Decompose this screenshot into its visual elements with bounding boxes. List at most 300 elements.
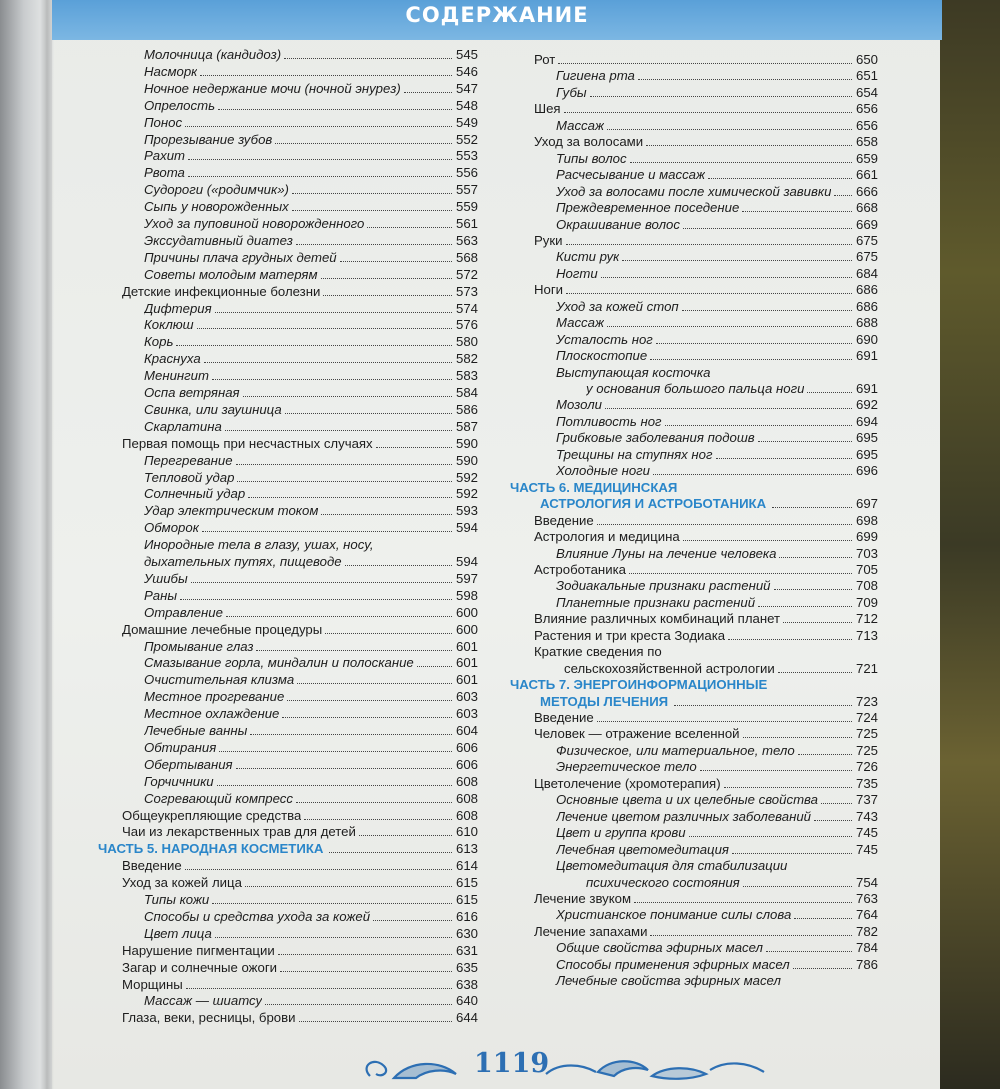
dot-leader	[297, 683, 452, 684]
toc-entry[interactable]	[122, 977, 478, 993]
dot-leader	[638, 79, 852, 80]
toc-entry[interactable]	[534, 233, 878, 249]
toc-part-heading[interactable]	[540, 694, 878, 710]
toc-entry-title: Цветолечение (хромотерапия)	[534, 775, 721, 791]
toc-entry[interactable]	[534, 134, 878, 150]
dot-leader	[321, 278, 452, 279]
toc-entry[interactable]	[556, 184, 878, 200]
toc-entry-title: Трещины на ступнях ног	[556, 446, 713, 462]
toc-entry-title: Промывание глаз	[144, 638, 254, 654]
toc-entry[interactable]	[556, 430, 878, 446]
toc-page-number: 661	[855, 167, 878, 183]
toc-entry[interactable]	[534, 726, 878, 742]
toc-page-number: 568	[455, 249, 478, 265]
dot-leader	[650, 359, 852, 360]
dot-leader	[250, 734, 452, 735]
toc-entry[interactable]	[144, 301, 478, 317]
toc-page-number: 651	[855, 68, 878, 84]
toc-entry-title: Скарлатина	[144, 418, 222, 434]
toc-entry[interactable]	[144, 368, 478, 384]
dot-leader	[200, 75, 452, 76]
toc-entry-title: Общеукрепляющие средства	[122, 807, 302, 823]
toc-entry[interactable]	[144, 993, 478, 1009]
toc-page-number: 695	[855, 446, 878, 462]
toc-entry[interactable]	[556, 792, 878, 808]
toc-entry[interactable]	[144, 740, 478, 756]
toc-page-number: 650	[855, 52, 878, 67]
dot-leader	[248, 497, 452, 498]
toc-entry[interactable]	[534, 710, 878, 726]
toc-entry[interactable]	[144, 689, 478, 705]
toc-page-number: 684	[855, 265, 878, 281]
toc-page-number: 613	[455, 841, 478, 857]
toc-page-number: 545	[455, 47, 478, 62]
toc-entry-title: Введение	[534, 710, 594, 725]
toc-entry[interactable]	[144, 571, 478, 587]
toc-page-number: 552	[455, 131, 478, 147]
toc-entry-title: Очистительная клизма	[144, 672, 295, 688]
toc-page-number: 696	[855, 463, 878, 479]
toc-entry[interactable]	[556, 118, 878, 134]
dot-leader	[597, 721, 852, 722]
toc-entry-title: Домашние лечебные процедуры	[122, 621, 323, 637]
toc-entry-title: Морщины	[122, 976, 183, 992]
toc-entry[interactable]	[144, 605, 478, 621]
toc-page-number: 563	[455, 232, 478, 248]
toc-page-number: 546	[455, 63, 478, 79]
dot-leader	[236, 464, 452, 465]
toc-entry[interactable]	[144, 64, 478, 80]
toc-entry[interactable]	[556, 809, 878, 825]
toc-page-number: 697	[855, 496, 878, 512]
toc-entry[interactable]	[144, 132, 478, 148]
toc-page-number: 745	[855, 825, 878, 841]
toc-page-number: 631	[455, 942, 478, 958]
toc-entry[interactable]	[534, 52, 878, 68]
dot-leader	[217, 785, 452, 786]
toc-page-number: 688	[855, 315, 878, 331]
toc-entry[interactable]	[556, 85, 878, 101]
toc-entry-title: Менингит	[144, 368, 209, 384]
dot-leader	[275, 143, 452, 144]
toc-page-number: 606	[455, 739, 478, 755]
toc-page-number: 608	[455, 807, 478, 823]
toc-page-number: 712	[855, 611, 878, 627]
toc-page-number: 583	[455, 368, 478, 384]
dot-leader	[772, 507, 852, 508]
toc-entry[interactable]	[144, 655, 478, 671]
toc-page-number: 726	[855, 759, 878, 775]
dot-leader	[367, 227, 452, 228]
toc-entry[interactable]	[556, 759, 878, 775]
toc-page-number: 669	[855, 216, 878, 232]
toc-entry-title: Горчичники	[144, 773, 214, 789]
dot-leader	[605, 408, 852, 409]
toc-entry[interactable]	[144, 98, 478, 114]
toc-entry[interactable]	[556, 447, 878, 463]
toc-entry[interactable]	[556, 397, 878, 413]
toc-entry[interactable]	[556, 315, 878, 331]
dot-leader	[674, 705, 852, 706]
toc-entry-title: Энергетическое тело	[556, 759, 697, 775]
toc-page-number: 764	[855, 907, 878, 923]
dot-leader	[296, 802, 452, 803]
toc-entry[interactable]	[534, 891, 878, 907]
toc-entry[interactable]	[144, 926, 478, 942]
toc-entry-title: Массаж	[556, 315, 605, 331]
toc-page-number: 547	[455, 80, 478, 96]
dot-leader	[340, 261, 452, 262]
toc-entry[interactable]	[556, 842, 878, 858]
toc-entry[interactable]	[144, 909, 478, 925]
toc-entry[interactable]	[122, 436, 478, 452]
toc-entry[interactable]	[122, 808, 478, 824]
toc-entry-title: Введение	[534, 512, 594, 528]
toc-page-number: 600	[455, 604, 478, 620]
toc-entry[interactable]	[586, 875, 878, 891]
toc-entry[interactable]	[122, 284, 478, 300]
dot-leader	[689, 836, 852, 837]
toc-entry-title: Холодные ноги	[556, 463, 650, 479]
toc-page-number: 608	[455, 773, 478, 789]
toc-entry[interactable]	[122, 943, 478, 959]
toc-entry[interactable]	[122, 622, 478, 638]
dot-leader	[376, 447, 452, 448]
toc-entry-title: АСТРОЛОГИЯ И АСТРОБОТАНИКА	[540, 496, 767, 512]
toc-page-number: 586	[455, 401, 478, 417]
toc-entry[interactable]	[144, 520, 478, 536]
dot-leader	[779, 557, 852, 558]
toc-entry-title: Лечение звуком	[534, 890, 632, 906]
toc-entry-title: Лечение запахами	[534, 923, 648, 939]
toc-entry-title: Смазывание горла, миндалин и полоскание	[144, 655, 414, 671]
toc-entry-title: Отравление	[144, 604, 223, 620]
toc-entry[interactable]	[144, 216, 478, 232]
dot-leader	[265, 1004, 452, 1005]
toc-entry[interactable]	[144, 334, 478, 350]
toc-entry-title: Основные цвета и их целебные свойства	[556, 792, 818, 808]
toc-page-number: 656	[855, 101, 878, 117]
toc-entry[interactable]	[556, 546, 878, 562]
toc-entry[interactable]	[144, 757, 478, 773]
toc-entry[interactable]	[534, 513, 878, 529]
toc-entry-title: Свинка, или заушница	[144, 401, 282, 417]
toc-entry[interactable]	[144, 47, 478, 63]
toc-entry[interactable]	[556, 907, 878, 923]
toc-entry[interactable]	[144, 791, 478, 807]
toc-page-number: 594	[455, 554, 478, 569]
toc-page-number: 604	[455, 723, 478, 738]
toc-entry[interactable]	[144, 115, 478, 131]
toc-entry[interactable]	[144, 182, 478, 198]
toc-part-heading: ЧАСТЬ 7. ЭНЕРГОИНФОРМАЦИОННЫЕ	[510, 677, 768, 693]
dot-leader	[758, 606, 852, 607]
toc-page-number: 723	[855, 693, 878, 709]
toc-entry[interactable]	[556, 167, 878, 183]
toc-entry-title: дыхательных путях, пищеводе	[144, 554, 342, 569]
toc-entry[interactable]	[556, 68, 878, 84]
toc-entry[interactable]	[144, 672, 478, 688]
toc-entry-title: Рвота	[144, 165, 185, 181]
spine-shadow	[40, 0, 54, 1089]
toc-page-number: 630	[455, 925, 478, 941]
toc-entry[interactable]	[556, 332, 878, 348]
toc-entry[interactable]	[144, 267, 478, 283]
toc-page-number: 601	[455, 655, 478, 671]
dot-leader	[798, 754, 852, 755]
toc-entry[interactable]	[144, 233, 478, 249]
dot-leader	[197, 328, 452, 329]
dot-leader	[237, 481, 452, 482]
toc-part-heading: ЧАСТЬ 6. МЕДИЦИНСКАЯ	[510, 479, 678, 495]
toc-entry-continued: Краткие сведения по	[534, 644, 662, 660]
toc-page-number: 616	[455, 908, 478, 924]
toc-entry[interactable]	[556, 299, 878, 315]
toc-entry[interactable]	[144, 250, 478, 266]
toc-page-number: 705	[855, 561, 878, 577]
toc-entry-title: Планетные признаки растений	[556, 594, 756, 610]
toc-page-number: 553	[455, 148, 478, 164]
toc-entry[interactable]	[144, 453, 478, 469]
toc-page-number: 606	[455, 756, 478, 772]
dot-leader	[793, 968, 852, 969]
toc-entry-continued: Выступающая косточка	[556, 364, 711, 380]
toc-entry-title: Астроботаника	[534, 561, 626, 577]
dot-leader	[708, 178, 852, 179]
toc-entry[interactable]	[122, 875, 478, 891]
toc-page-number: 615	[455, 892, 478, 907]
toc-entry[interactable]	[556, 578, 878, 594]
toc-entry[interactable]	[534, 628, 878, 644]
dot-leader	[284, 58, 452, 59]
toc-entry-title: Рот	[534, 52, 556, 67]
dot-leader	[597, 524, 852, 525]
toc-entry-title: Судороги («родимчик»)	[144, 182, 289, 198]
dot-leader	[630, 162, 852, 163]
toc-page-number: 556	[455, 165, 478, 181]
dot-leader	[682, 310, 852, 311]
toc-entry[interactable]	[556, 249, 878, 265]
dot-leader	[292, 193, 452, 194]
toc-entry-title: Уход за волосами	[534, 134, 644, 150]
toc-entry-title: Загар и солнечные ожоги	[122, 959, 277, 975]
dot-leader	[783, 622, 852, 623]
toc-entry-title: Христианское понимание силы слова	[556, 907, 792, 923]
toc-entry-title: Способы применения эфирных масел	[556, 956, 790, 972]
toc-entry[interactable]	[144, 351, 478, 367]
toc-entry-title: Общие свойства эфирных масел	[556, 940, 763, 956]
toc-entry-title: Прорезывание зубов	[144, 131, 273, 147]
toc-page-number: 557	[455, 182, 478, 198]
toc-entry[interactable]	[534, 101, 878, 117]
toc-page-number: 561	[455, 216, 478, 231]
dot-leader	[185, 126, 452, 127]
dot-leader	[724, 787, 852, 788]
toc-entry[interactable]	[556, 825, 878, 841]
toc-entry[interactable]	[144, 486, 478, 502]
toc-entry[interactable]	[534, 924, 878, 940]
toc-page-number: 640	[455, 993, 478, 1009]
toc-entry[interactable]	[556, 266, 878, 282]
toc-page-number: 574	[455, 300, 478, 316]
toc-entry-title: Зодиакальные признаки растений	[556, 578, 771, 594]
toc-page-number: 592	[455, 486, 478, 502]
dot-leader	[732, 853, 852, 854]
toc-entry[interactable]	[144, 470, 478, 486]
toc-page-number: 603	[455, 706, 478, 722]
toc-entry[interactable]	[144, 554, 478, 570]
toc-entry-title: Удар электрическим током	[144, 503, 319, 519]
toc-page-number: 548	[455, 97, 478, 113]
page-title: СОДЕРЖАНИЕ	[405, 3, 589, 27]
dot-leader	[285, 413, 452, 414]
toc-entry-title: Типы волос	[556, 150, 627, 166]
toc-page-number: 549	[455, 114, 478, 130]
toc-entry-title: Местное охлаждение	[144, 706, 280, 722]
toc-entry[interactable]	[122, 858, 478, 874]
toc-entry[interactable]	[534, 562, 878, 578]
toc-entry[interactable]	[556, 940, 878, 956]
toc-entry-title: Влияние различных комбинаций планет	[534, 611, 781, 627]
toc-entry[interactable]	[144, 892, 478, 908]
toc-entry[interactable]	[144, 774, 478, 790]
toc-page-number: 784	[855, 940, 878, 956]
toc-page-number: 592	[455, 469, 478, 485]
toc-page-number: 587	[455, 418, 478, 434]
toc-entry[interactable]	[144, 385, 478, 401]
toc-entry-title: психического состояния	[586, 874, 740, 890]
toc-entry[interactable]	[534, 282, 878, 298]
dot-leader	[683, 540, 852, 541]
toc-page-number: 709	[855, 594, 878, 610]
toc-entry[interactable]	[556, 414, 878, 430]
dot-leader	[191, 582, 452, 583]
toc-entry[interactable]	[556, 463, 878, 479]
dot-leader	[212, 379, 452, 380]
toc-page-number: 654	[855, 84, 878, 100]
dot-leader	[774, 589, 852, 590]
toc-entry-title: Усталость ног	[556, 331, 653, 347]
dot-leader	[215, 312, 452, 313]
dot-leader	[743, 737, 852, 738]
toc-entry-title: Причины плача грудных детей	[144, 249, 337, 265]
toc-part-heading[interactable]	[540, 496, 878, 512]
toc-entry[interactable]	[556, 743, 878, 759]
toc-entry[interactable]	[556, 348, 878, 364]
toc-entry[interactable]	[564, 661, 878, 677]
toc-entry[interactable]	[144, 723, 478, 739]
toc-entry[interactable]	[534, 529, 878, 545]
toc-page-number: 593	[455, 503, 478, 519]
toc-entry-title: Нарушение пигментации	[122, 942, 275, 958]
dot-leader	[821, 803, 852, 804]
toc-entry-title: Раны	[144, 587, 178, 603]
toc-page-number: 644	[455, 1010, 478, 1026]
toc-entry[interactable]	[556, 200, 878, 216]
toc-entry-title: Рахит	[144, 148, 186, 164]
toc-entry[interactable]	[556, 595, 878, 611]
dot-leader	[329, 852, 452, 853]
toc-entry-title: Экссудативный диатез	[144, 232, 293, 248]
page-number: 1119	[474, 1048, 550, 1079]
dot-leader	[700, 770, 852, 771]
toc-entry-title: Плоскостопие	[556, 348, 648, 364]
toc-entry-title: Краснуха	[144, 351, 201, 367]
toc-page-number: 743	[855, 808, 878, 824]
toc-entry[interactable]	[122, 824, 478, 840]
toc-page-number: 582	[455, 351, 478, 367]
toc-entry[interactable]	[144, 588, 478, 604]
toc-entry[interactable]	[556, 957, 878, 973]
toc-entry[interactable]	[556, 217, 878, 233]
toc-part-heading[interactable]	[98, 841, 478, 857]
toc-entry-title: Введение	[122, 858, 182, 874]
dot-leader	[794, 918, 852, 919]
toc-entry-title: Руки	[534, 232, 563, 248]
toc-entry[interactable]	[586, 381, 878, 397]
toc-entry[interactable]	[144, 402, 478, 418]
dot-leader	[607, 129, 852, 130]
dot-leader	[280, 971, 452, 972]
toc-page-number: 573	[455, 283, 478, 299]
toc-entry[interactable]	[144, 199, 478, 215]
toc-entry-title: Уход за пуповиной новорожденного	[144, 216, 365, 231]
toc-entry[interactable]	[122, 960, 478, 976]
toc-entry[interactable]	[144, 317, 478, 333]
dot-leader	[225, 430, 452, 431]
toc-page-number: 584	[455, 385, 478, 400]
toc-page-number: 658	[855, 134, 878, 150]
toc-entry[interactable]	[144, 419, 478, 435]
toc-entry[interactable]	[144, 706, 478, 722]
dot-leader	[566, 293, 852, 294]
toc-entry-title: Коклюш	[144, 317, 194, 333]
toc-entry-title: Гигиена рта	[556, 68, 635, 84]
toc-page-number: 668	[855, 200, 878, 216]
toc-page-number: 590	[455, 435, 478, 451]
toc-page-number: 721	[855, 660, 878, 676]
toc-entry[interactable]	[144, 503, 478, 519]
toc-entry-title: Массаж — шиатсу	[144, 993, 263, 1009]
dot-leader	[176, 345, 452, 346]
toc-page-number: 666	[855, 183, 878, 199]
toc-entry[interactable]	[144, 165, 478, 181]
toc-entry-title: Мозоли	[556, 397, 602, 413]
toc-entry-title: Расчесывание и массаж	[556, 167, 706, 183]
toc-page-number: 703	[855, 545, 878, 561]
toc-entry-continued: Лечебные свойства эфирных масел	[556, 973, 781, 989]
toc-entry[interactable]	[144, 639, 478, 655]
toc-entry-title: Уход за кожей стоп	[556, 298, 679, 314]
toc-entry-title: Местное прогревание	[144, 689, 285, 705]
dot-leader	[180, 599, 452, 600]
toc-entry-title: Ночное недержание мочи (ночной энурез)	[144, 80, 401, 96]
dot-leader	[564, 112, 852, 113]
toc-entry-title: Советы молодым матерям	[144, 266, 318, 282]
toc-entry[interactable]	[144, 81, 478, 97]
toc-entry[interactable]	[122, 1010, 478, 1026]
toc-entry-title: у основания большого пальца ноги	[586, 381, 805, 396]
toc-page-number: 745	[855, 841, 878, 857]
toc-entry[interactable]	[534, 776, 878, 792]
toc-entry[interactable]	[144, 148, 478, 164]
dot-leader	[345, 565, 452, 566]
toc-page-number: 735	[855, 775, 878, 791]
toc-entry-title: Цвет лица	[144, 925, 212, 941]
toc-entry[interactable]	[534, 611, 878, 627]
toc-entry[interactable]	[556, 151, 878, 167]
toc-page-number: 601	[455, 672, 478, 688]
